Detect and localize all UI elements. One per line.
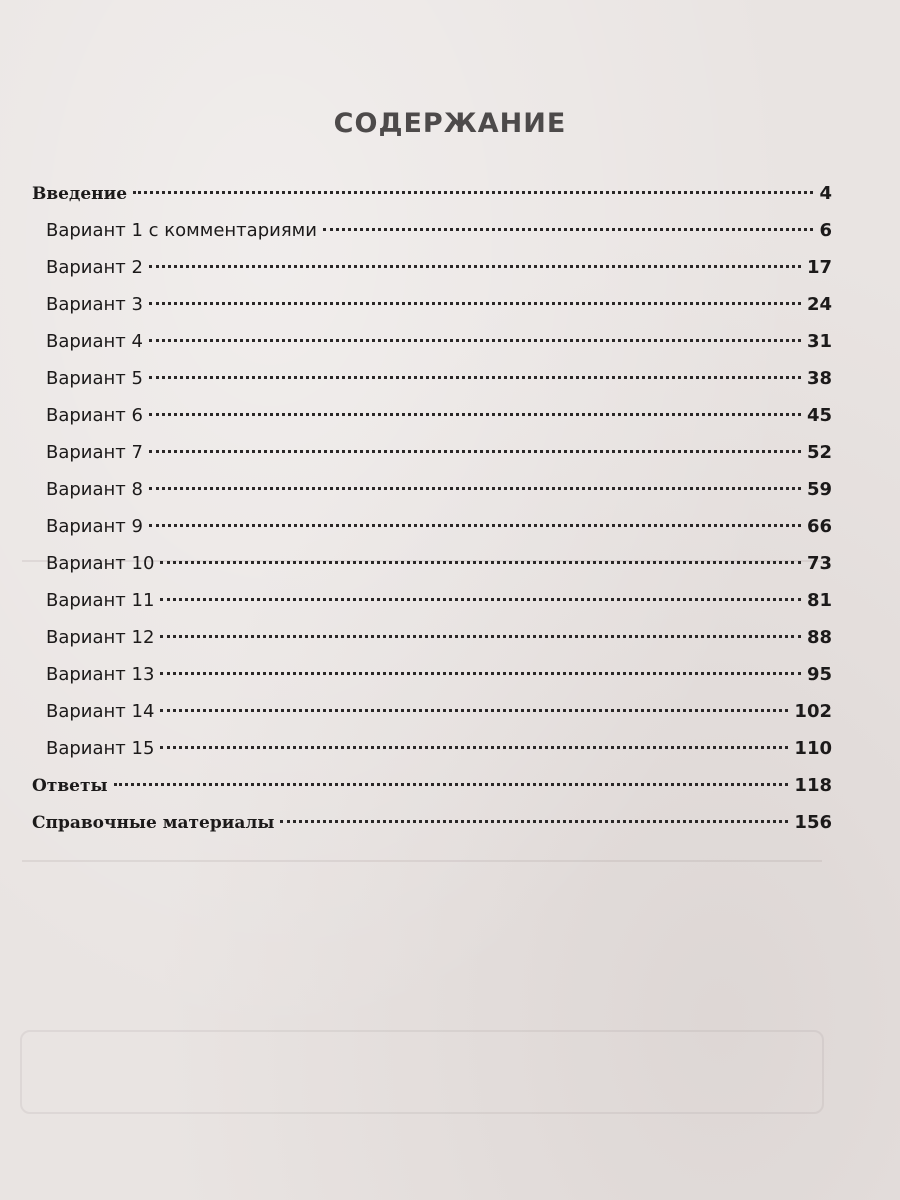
toc-entry-label: Вариант 4 — [46, 331, 143, 352]
dot-leader — [149, 302, 801, 305]
dot-leader — [149, 524, 801, 527]
toc-entry-page-number: 118 — [794, 775, 832, 796]
toc-entry-label: Вариант 11 — [46, 590, 155, 611]
toc-entry-label: Вариант 2 — [46, 257, 143, 278]
table-of-contents — [32, 175, 832, 841]
toc-entry — [32, 397, 832, 434]
toc-entry-page-number: 88 — [806, 627, 832, 648]
toc-entry — [32, 286, 832, 323]
dot-leader — [149, 265, 801, 268]
toc-entry-label: Вариант 3 — [46, 294, 143, 315]
toc-entry-label: Вариант 6 — [46, 405, 143, 426]
toc-entry-page-number: 52 — [806, 442, 832, 463]
toc-entry — [32, 471, 832, 508]
toc-entry-label: Вариант 15 — [46, 738, 155, 759]
toc-entry — [32, 693, 832, 730]
toc-entry-label: Вариант 9 — [46, 516, 143, 537]
toc-entry-page-number: 66 — [806, 516, 832, 537]
toc-entry-page-number: 17 — [806, 257, 832, 278]
dot-leader — [149, 450, 801, 453]
toc-entry-label: Введение — [32, 184, 128, 204]
bleed-through-box — [20, 1030, 824, 1114]
toc-entry-label: Вариант 10 — [46, 553, 155, 574]
dot-leader — [149, 487, 801, 490]
dot-leader — [160, 598, 801, 601]
toc-entry — [32, 582, 832, 619]
toc-entry-label: Вариант 14 — [46, 701, 155, 722]
dot-leader — [160, 635, 801, 638]
bleed-through-line — [22, 860, 822, 862]
toc-entry-page-number: 73 — [806, 553, 832, 574]
toc-entry — [32, 249, 832, 286]
toc-entry — [32, 434, 832, 471]
toc-entry — [32, 175, 832, 212]
dot-leader — [133, 191, 813, 194]
toc-entry-label: Вариант 5 — [46, 368, 143, 389]
toc-entry-page-number: 81 — [806, 590, 832, 611]
toc-entry — [32, 545, 832, 582]
toc-entry-page-number: 6 — [819, 220, 832, 241]
toc-entry — [32, 730, 832, 767]
dot-leader — [149, 376, 801, 379]
toc-entry-label: Вариант 13 — [46, 664, 155, 685]
toc-entry — [32, 804, 832, 841]
dot-leader — [149, 339, 801, 342]
dot-leader — [280, 820, 788, 823]
toc-entry-page-number: 24 — [806, 294, 832, 315]
dot-leader — [114, 783, 789, 786]
toc-entry-label: Справочные материалы — [32, 813, 275, 833]
toc-entry-label: Вариант 7 — [46, 442, 143, 463]
toc-entry-label: Ответы — [32, 776, 108, 796]
toc-entry-page-number: 45 — [806, 405, 832, 426]
toc-entry-page-number: 110 — [794, 738, 832, 759]
toc-entry-page-number: 102 — [794, 701, 832, 722]
toc-entry — [32, 656, 832, 693]
toc-entry-page-number: 4 — [819, 183, 832, 204]
toc-entry-page-number: 31 — [806, 331, 832, 352]
dot-leader — [323, 228, 814, 231]
page-title: СОДЕРЖАНИЕ — [333, 108, 567, 139]
toc-entry — [32, 323, 832, 360]
toc-entry — [32, 767, 832, 804]
toc-entry — [32, 508, 832, 545]
toc-entry-label: Вариант 8 — [46, 479, 143, 500]
toc-entry-page-number: 95 — [806, 664, 832, 685]
dot-leader — [160, 672, 801, 675]
toc-entry-page-number: 59 — [806, 479, 832, 500]
toc-entry-page-number: 38 — [806, 368, 832, 389]
toc-entry-page-number: 156 — [794, 812, 832, 833]
dot-leader — [160, 709, 788, 712]
dot-leader — [149, 413, 801, 416]
toc-entry — [32, 360, 832, 397]
dot-leader — [160, 746, 788, 749]
dot-leader — [160, 561, 801, 564]
toc-entry-label: Вариант 12 — [46, 627, 155, 648]
toc-entry — [32, 212, 832, 249]
toc-entry-label: Вариант 1 с комментариями — [46, 220, 317, 241]
toc-entry — [32, 619, 832, 656]
